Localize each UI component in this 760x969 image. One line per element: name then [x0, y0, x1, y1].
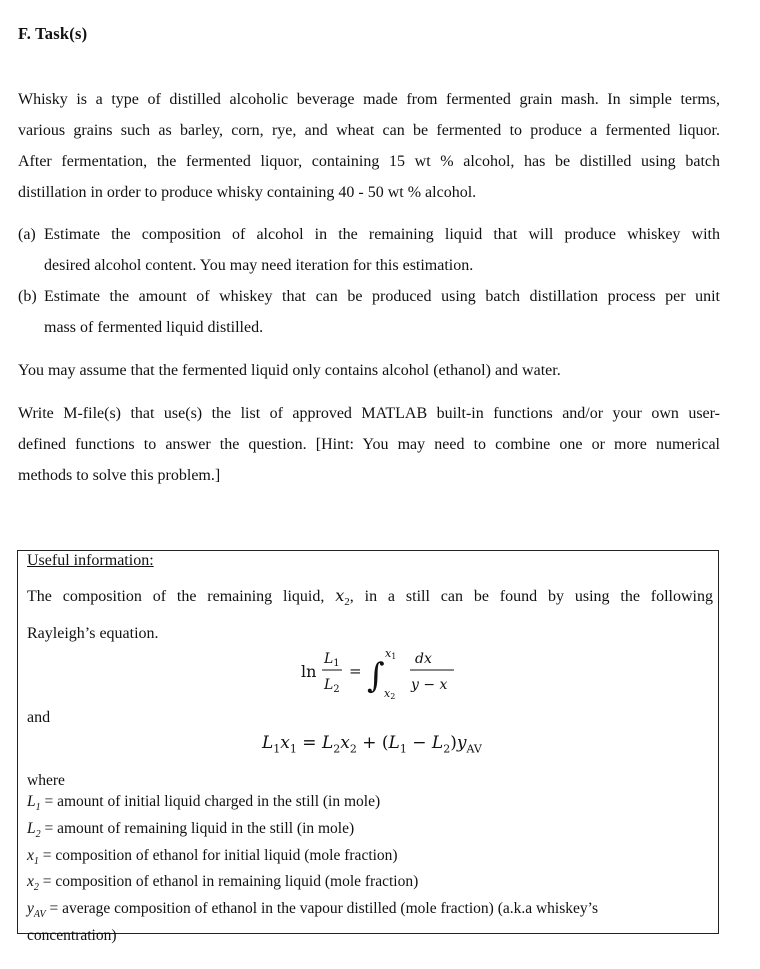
fraction-denominator: $L_2$	[324, 677, 340, 695]
instruction-line: methods to solve this problem.]	[18, 467, 221, 484]
definition-tail: concentration)	[27, 927, 117, 945]
task-list	[18, 219, 720, 343]
task-item-b	[18, 281, 720, 343]
instruction-paragraph	[18, 398, 720, 491]
definition-item: $L_2$ = amount of remaining liquid in the still (in mole)	[27, 819, 355, 840]
rayleigh-equation	[301, 647, 471, 703]
intro-line: various grains such as barley, corn, rye, and wheat can be fermented to produce a fermented liquor.	[18, 122, 720, 139]
definition-item: $x_2$ = composition of ethanol in remaining liquid (mole fraction)	[27, 873, 419, 894]
definition-item: $y_{AV}$ = average composition of ethanol in the vapour distilled (mole fraction) (a.k.a whiskey’s	[27, 900, 598, 921]
box-title: Useful information:	[27, 552, 154, 569]
definition-item: $L_1$ = amount of initial liquid charged in the still (in mole)	[27, 792, 381, 813]
equals-sign: =	[349, 662, 362, 680]
intro-line: Whisky is a type of distilled alcoholic beverage made from fermented grain mash. In simple terms,	[18, 91, 720, 108]
task-line: Estimate the composition of alcohol in the remaining liquid that will produce whiskey with	[44, 226, 720, 243]
and-word: and	[27, 709, 51, 726]
instruction-line: Write M-file(s) that use(s) the list of approved MATLAB built-in functions and/or your own user-	[18, 405, 720, 422]
assumption-text: You may assume that the fermented liquid only contains alcohol (ethanol) and water.	[18, 362, 561, 379]
box-intro-line: The composition of the remaining liquid, $x_2$, in a still can be found by using the following	[27, 586, 714, 609]
task-line: mass of fermented liquid distilled.	[44, 319, 264, 336]
task-line: Estimate the amount of whiskey that can be produced using batch distillation process per unit	[44, 288, 720, 305]
where-word: where	[27, 772, 65, 789]
integrand-denominator: y − x	[411, 677, 448, 693]
intro-line: distillation in order to produce whisky containing 40 - 50 wt % alcohol.	[18, 184, 477, 201]
mass-balance-equation: $L_1x_1 = L_2x_2 + (L_1 - L_2)y_{AV}$	[262, 733, 482, 756]
box-intro-line: Rayleigh’s equation.	[27, 625, 159, 643]
definition-item: $x_1$ = composition of ethanol for initial liquid (mole fraction)	[27, 846, 398, 867]
useful-information-box	[17, 550, 719, 945]
task-tag: (b)	[18, 288, 37, 305]
section-heading: F. Task(s)	[18, 24, 88, 43]
intro-line: After fermentation, the fermented liquor, containing 15 wt % alcohol, has be distilled using batch	[18, 153, 720, 170]
assumption-paragraph	[18, 355, 720, 386]
integral-upper-limit: x1	[385, 647, 397, 661]
ln-symbol: ln	[301, 662, 317, 681]
integrand-numerator: dx	[415, 651, 432, 667]
task-line: desired alcohol content. You may need iteration for this estimation.	[44, 257, 474, 274]
integral-lower-limit: x2	[384, 687, 396, 701]
intro-paragraph	[18, 84, 720, 208]
box-intro	[27, 580, 713, 649]
task-item-a	[18, 219, 720, 281]
instruction-line: defined functions to answer the question. [Hint: You may need to combine one or more numerical	[18, 436, 720, 453]
x2-symbol: x	[335, 586, 345, 605]
definitions-list	[27, 771, 713, 947]
fraction-numerator: $L_1$	[324, 651, 340, 669]
task-tag: (a)	[18, 226, 36, 243]
integral-sign: ∫	[367, 656, 385, 696]
